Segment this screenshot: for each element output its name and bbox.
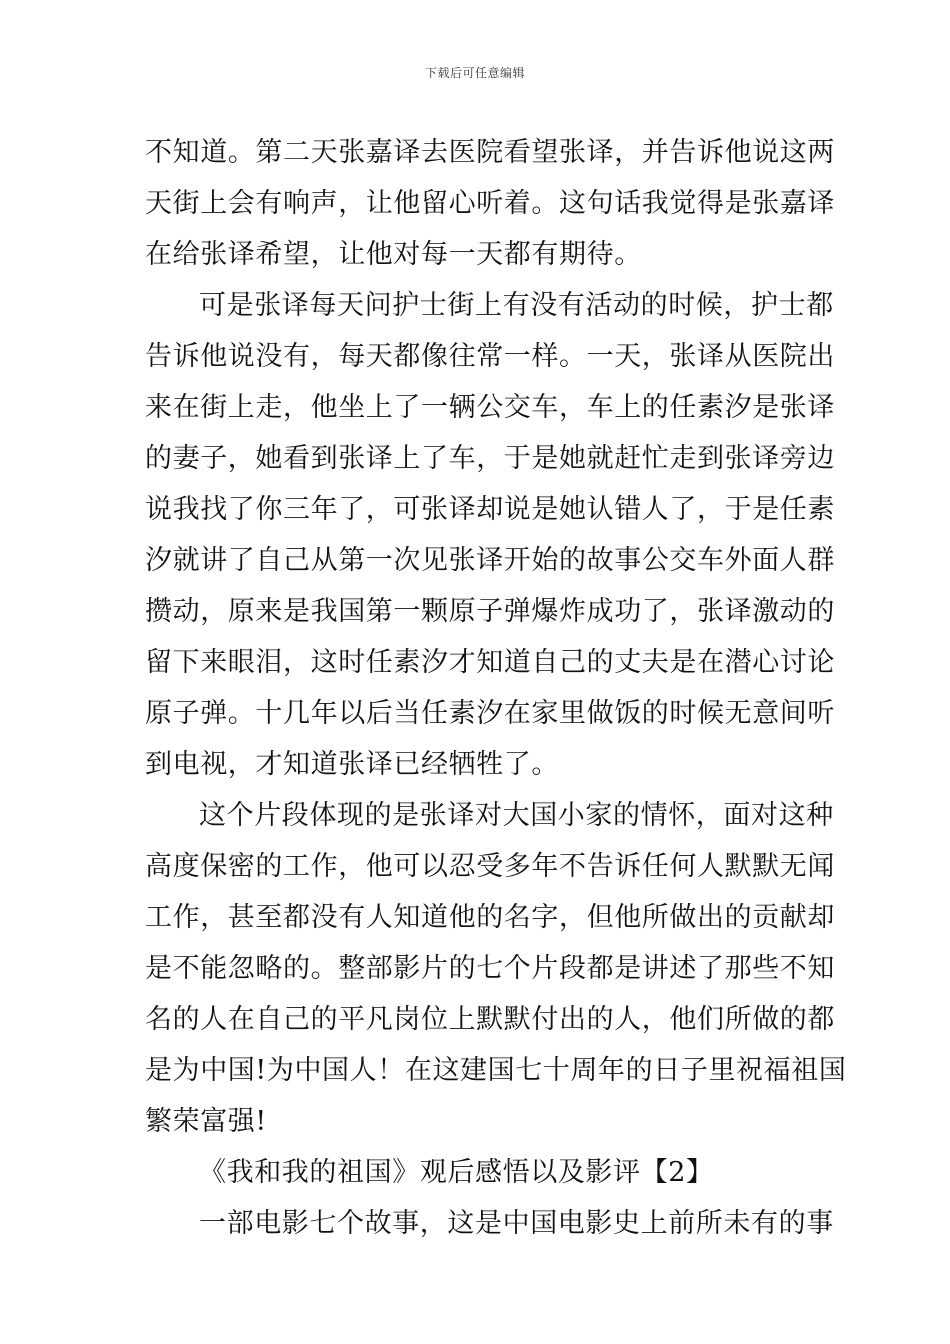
text-line: 名的人在自己的平凡岗位上默默付出的人，他们所做的都 — [145, 1004, 835, 1035]
text-line: 汐就讲了自己从第一次见张译开始的故事公交车外面人群 — [145, 545, 835, 576]
text-line: 这个片段体现的是张译对大国小家的情怀，面对这种 — [199, 800, 834, 831]
text-line: 工作，甚至都没有人知道他的名字，但他所做出的贡献却 — [145, 902, 835, 933]
text-line: 在给张译希望，让他对每一天都有期待。 — [145, 239, 642, 270]
text-line: 天街上会有响声，让他留心听着。这句话我觉得是张嘉译 — [145, 188, 835, 219]
text-line: 《我和我的祖国》观后感悟以及影评【2】 — [199, 1157, 714, 1188]
text-line: 高度保密的工作，他可以忍受多年不告诉任何人默默无闻 — [145, 851, 835, 882]
text-line: 一部电影七个故事，这是中国电影史上前所未有的事 — [199, 1208, 834, 1239]
page-header: 下载后可任意编辑 — [424, 66, 525, 80]
text-line: 到电视，才知道张译已经牺牲了。 — [145, 749, 559, 780]
text-line: 攒动，原来是我国第一颗原子弹爆炸成功了，张译激动的 — [145, 596, 835, 627]
text-line: 的妻子，她看到张译上了车，于是她就赶忙走到张译旁边 — [145, 443, 835, 474]
text-line: 告诉他说没有，每天都像往常一样。一天，张译从医院出 — [145, 341, 835, 372]
text-line: 是为中国!为中国人！在这建国七十周年的日子里祝福祖国 — [145, 1055, 847, 1086]
text-line: 是不能忽略的。整部影片的七个片段都是讲述了那些不知 — [145, 953, 835, 984]
text-line: 留下来眼泪，这时任素汐才知道自己的丈夫是在潜心讨论 — [145, 647, 835, 678]
text-line: 说我找了你三年了，可张译却说是她认错人了，于是任素 — [145, 494, 835, 525]
body-text — [145, 127, 847, 1249]
text-line: 可是张译每天问护士街上有没有活动的时候，护士都 — [199, 290, 834, 321]
text-line: 来在街上走，他坐上了一辆公交车，车上的任素汐是张译 — [145, 392, 835, 423]
text-line: 原子弹。十几年以后当任素汐在家里做饭的时候无意间听 — [145, 698, 835, 729]
text-line: 不知道。第二天张嘉译去医院看望张译，并告诉他说这两 — [145, 137, 835, 168]
text-line: 繁荣富强! — [145, 1106, 267, 1137]
